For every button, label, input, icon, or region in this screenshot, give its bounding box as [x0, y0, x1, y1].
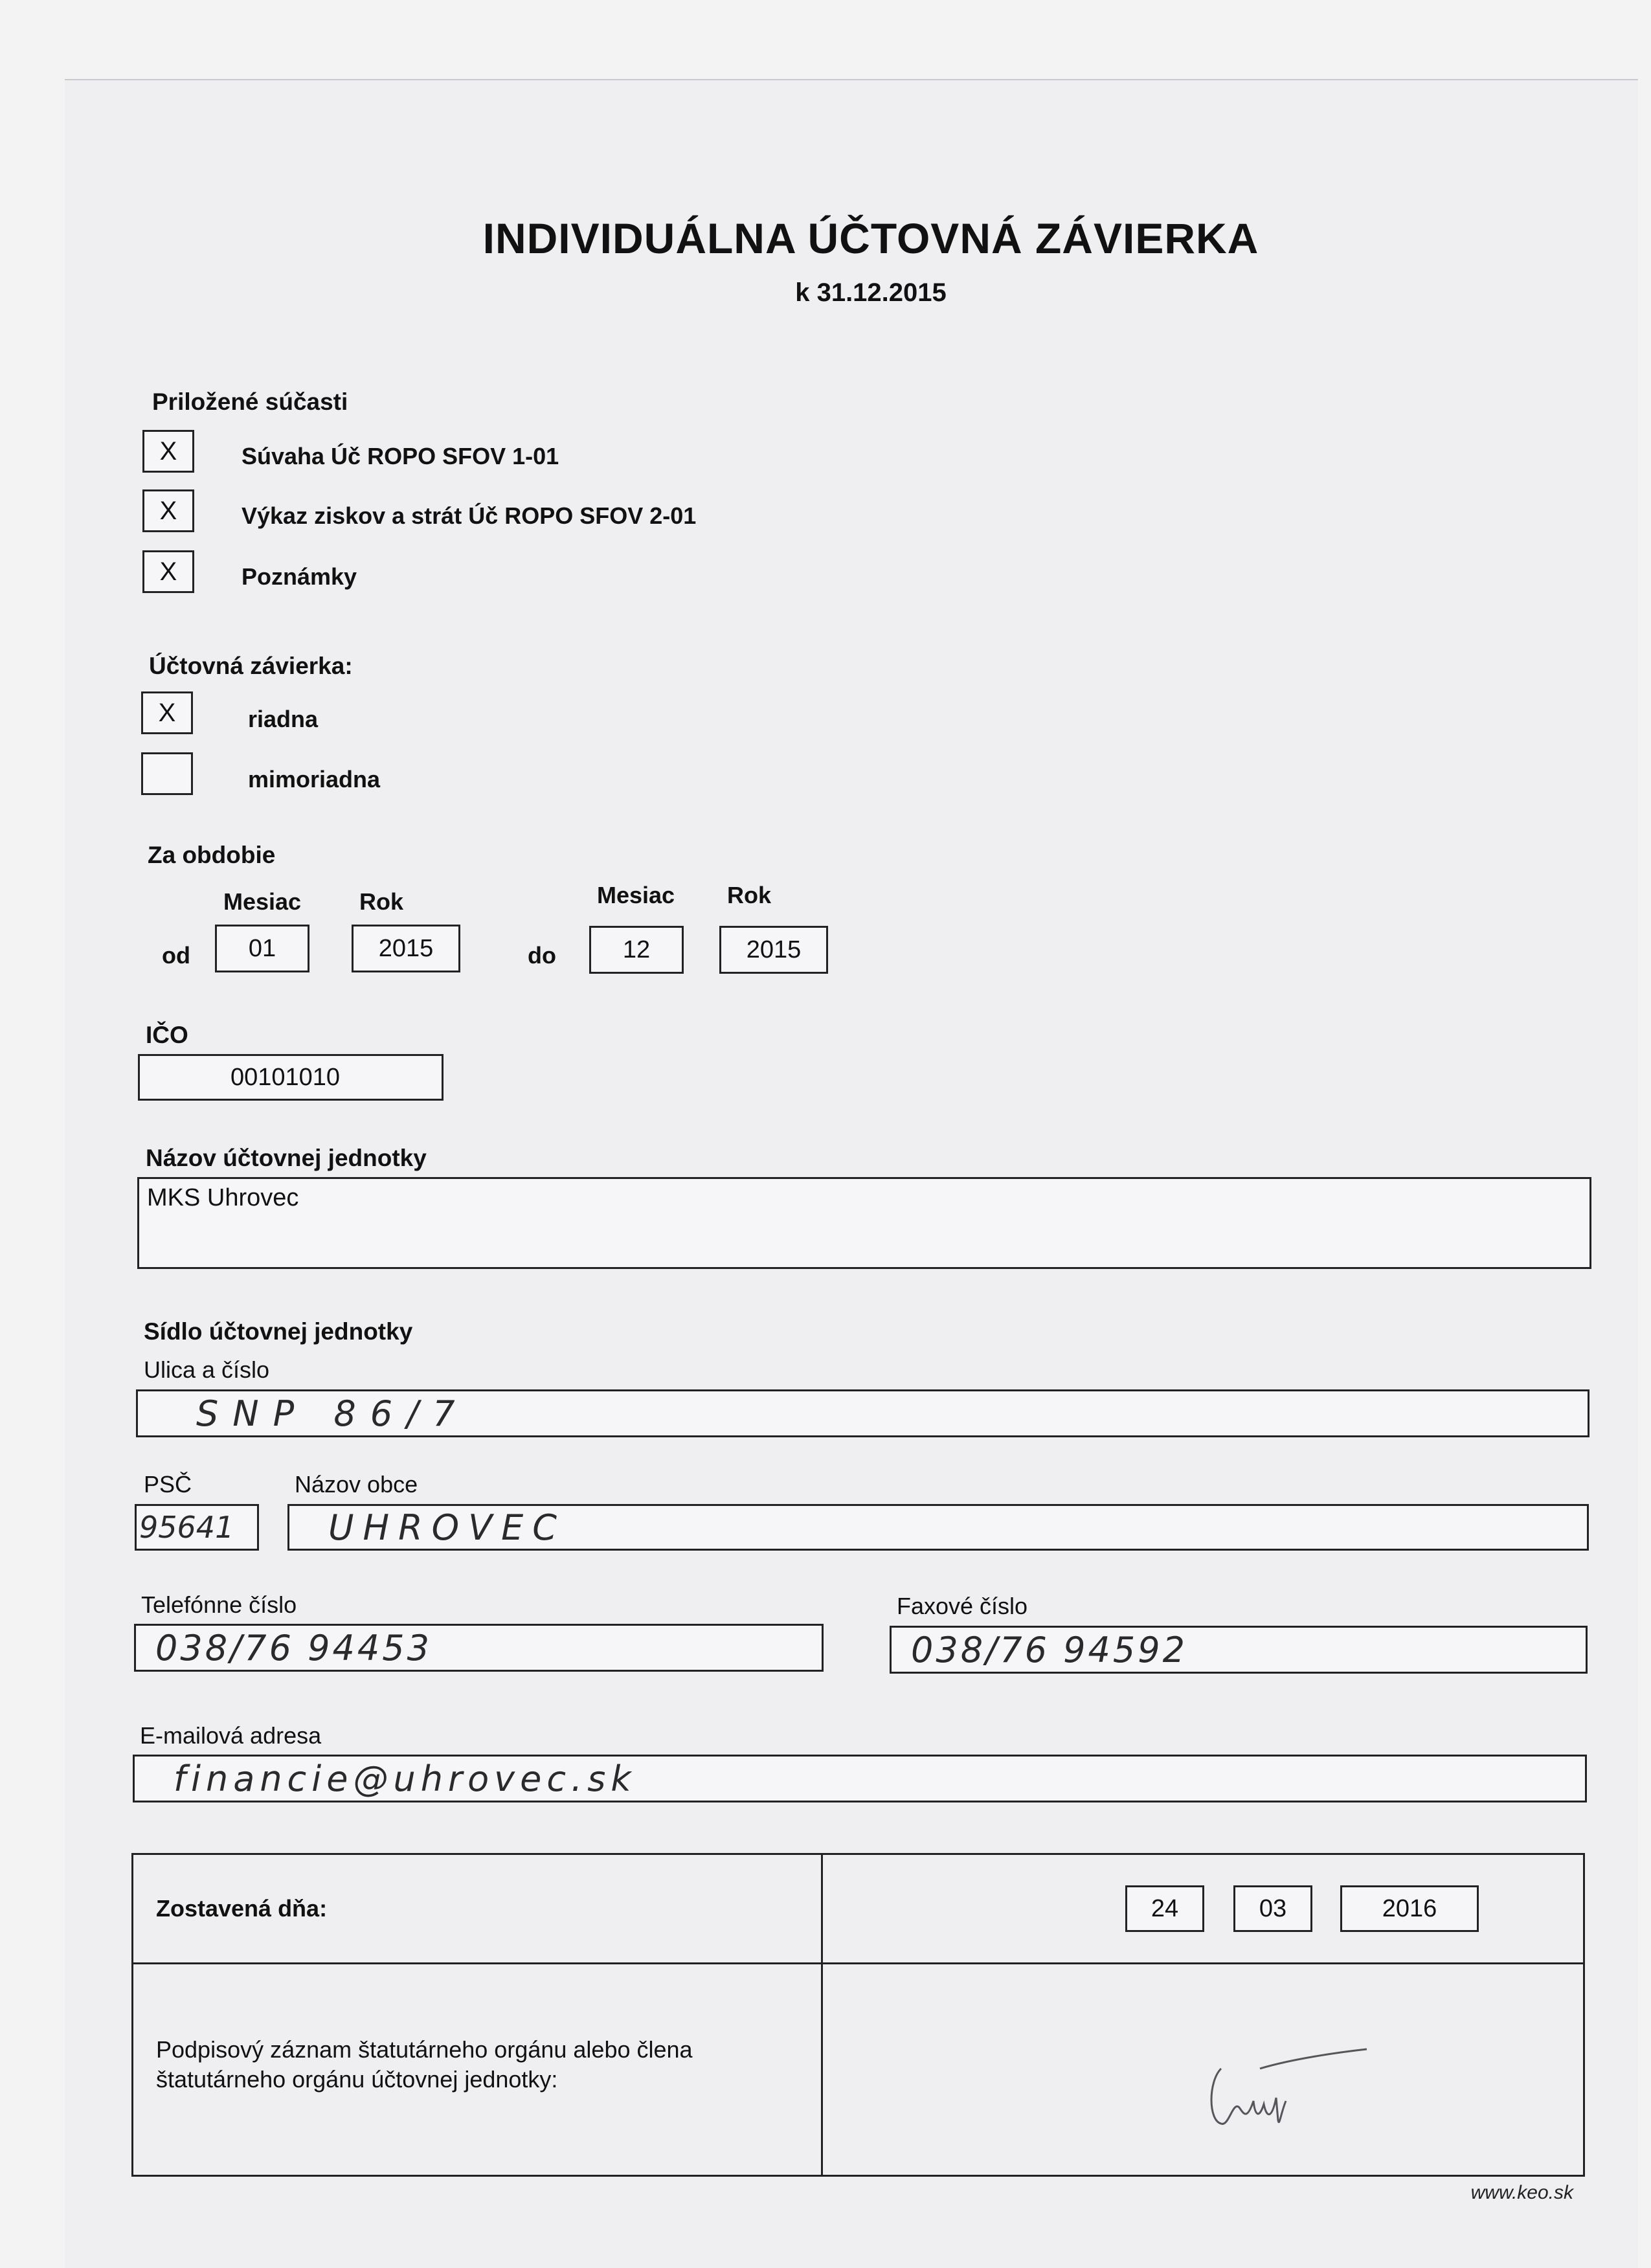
to-month-field[interactable]: 12 — [589, 926, 684, 974]
ico-label: IČO — [146, 1022, 188, 1048]
checkbox-notes[interactable]: X — [142, 550, 194, 593]
checkbox-regular[interactable]: X — [141, 691, 193, 734]
form-title: INDIVIDUÁLNA ÚČTOVNÁ ZÁVIERKA — [482, 214, 1259, 262]
to-year-field[interactable]: 2015 — [719, 926, 828, 974]
compiled-label: Zostavená dňa: — [156, 1895, 328, 1922]
from-month-field[interactable]: 01 — [215, 925, 309, 972]
compiled-day-field[interactable]: 24 — [1125, 1885, 1204, 1932]
compiled-month-field[interactable]: 03 — [1233, 1885, 1312, 1932]
signoff-divider-horizontal — [133, 1962, 1583, 1964]
email-field[interactable]: financie@uhrovec.sk — [133, 1755, 1587, 1802]
period-heading: Za obdobie — [148, 842, 276, 868]
address-heading: Sídlo účtovnej jednotky — [144, 1318, 413, 1345]
psc-label: PSČ — [144, 1471, 192, 1498]
closing-type-heading: Účtovná závierka: — [149, 653, 353, 679]
footer-url: www.keo.sk — [1470, 2182, 1573, 2203]
to-month-label: Mesiac — [597, 882, 675, 908]
signature-label: Podpisový záznam štatutárneho orgánu alebo člena štatutárneho orgánu účtovnej jednotky: — [156, 2036, 693, 2093]
checkbox-profit-loss[interactable]: X — [142, 489, 194, 532]
from-year-label: Rok — [359, 888, 404, 915]
checkbox-extraordinary[interactable] — [141, 752, 193, 795]
regular-label: riadna — [248, 706, 319, 732]
form-subtitle: k 31.12.2015 — [795, 278, 947, 307]
balance-sheet-label: Súvaha Úč ROPO SFOV 1-01 — [241, 443, 559, 469]
town-field[interactable]: UHROVEC — [287, 1504, 1589, 1551]
street-label: Ulica a číslo — [144, 1356, 270, 1383]
signature-image — [1182, 2023, 1376, 2140]
from-month-label: Mesiac — [223, 888, 302, 915]
unit-name-label: Názov účtovnej jednotky — [146, 1145, 427, 1171]
notes-label: Poznámky — [241, 563, 357, 590]
profit-loss-label: Výkaz ziskov a strát Úč ROPO SFOV 2-01 — [241, 502, 697, 529]
street-field[interactable]: SNP 86/7 — [136, 1389, 1589, 1437]
signoff-divider-vertical — [821, 1855, 823, 2175]
to-year-label: Rok — [727, 882, 772, 908]
town-label: Názov obce — [295, 1471, 418, 1498]
checkbox-balance-sheet[interactable]: X — [142, 430, 194, 473]
extraordinary-label: mimoriadna — [248, 766, 381, 792]
email-label: E-mailová adresa — [140, 1722, 322, 1749]
to-label: do — [528, 942, 556, 969]
ico-field[interactable]: 00101010 — [138, 1054, 444, 1101]
unit-name-field[interactable]: MKS Uhrovec — [137, 1177, 1591, 1269]
attachments-heading: Priložené súčasti — [152, 388, 348, 415]
from-label: od — [162, 942, 190, 969]
phone-label: Telefónne číslo — [141, 1591, 297, 1618]
compiled-year-field[interactable]: 2016 — [1340, 1885, 1479, 1932]
phone-field[interactable]: 038/76 94453 — [134, 1624, 824, 1672]
from-year-field[interactable]: 2015 — [352, 925, 460, 972]
psc-field[interactable]: 95641 — [135, 1504, 259, 1551]
fax-field[interactable]: 038/76 94592 — [890, 1626, 1588, 1674]
fax-label: Faxové číslo — [897, 1593, 1028, 1619]
